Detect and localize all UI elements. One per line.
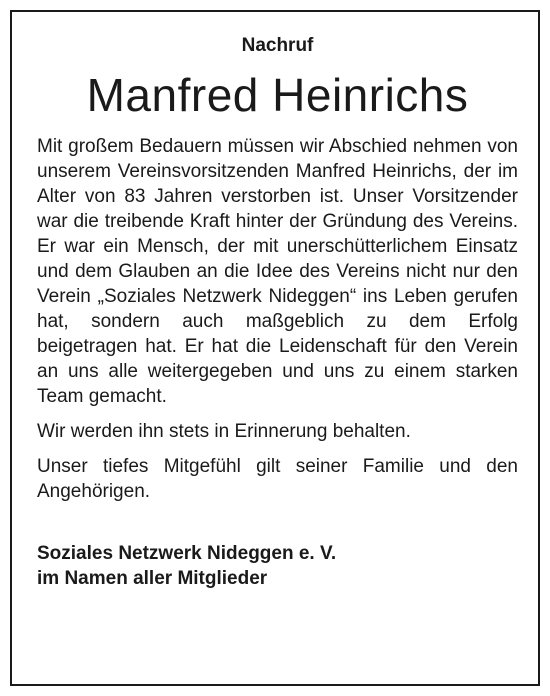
- notice-label: Nachruf: [241, 35, 314, 56]
- signature-subline: im Namen aller Mitglieder: [37, 568, 268, 589]
- signature-block: [37, 541, 518, 591]
- remembrance-paragraph: Wir werden ihn stets in Erinnerung behalten.: [37, 421, 411, 442]
- obituary-main-paragraph: Mit großem Bedauern müssen wir Abschied nehmen von unserem Vereinsvorsitzenden Manfred Heinrichs, der im Alter von 83 Jahren verstorben ist. Unser Vorsitzender war die treibende Kraft hinter der Gründung des Vereins. Er war ein Mensch, der mit unerschütterlichem Einsatz und dem Glauben an die Idee des Vereins nicht nur den Verein „Soziales Netzwerk Nideggen“ ins Leben gerufen hat, sondern auch maßgeblich zu dem Erfolg beigetragen hat. Er hat die Leidenschaft für den Verein an uns alle weitergegeben und uns zu einem starken Team gemacht.: [37, 136, 518, 407]
- deceased-name: Manfred Heinrichs: [86, 69, 469, 121]
- obituary-frame: [10, 10, 540, 686]
- obituary-content: [37, 34, 518, 591]
- signature-organization: Soziales Netzwerk Nideggen e. V.: [37, 543, 337, 564]
- condolence-paragraph: Unser tiefes Mitgefühl gilt seiner Familie und den Angehörigen.: [37, 456, 518, 502]
